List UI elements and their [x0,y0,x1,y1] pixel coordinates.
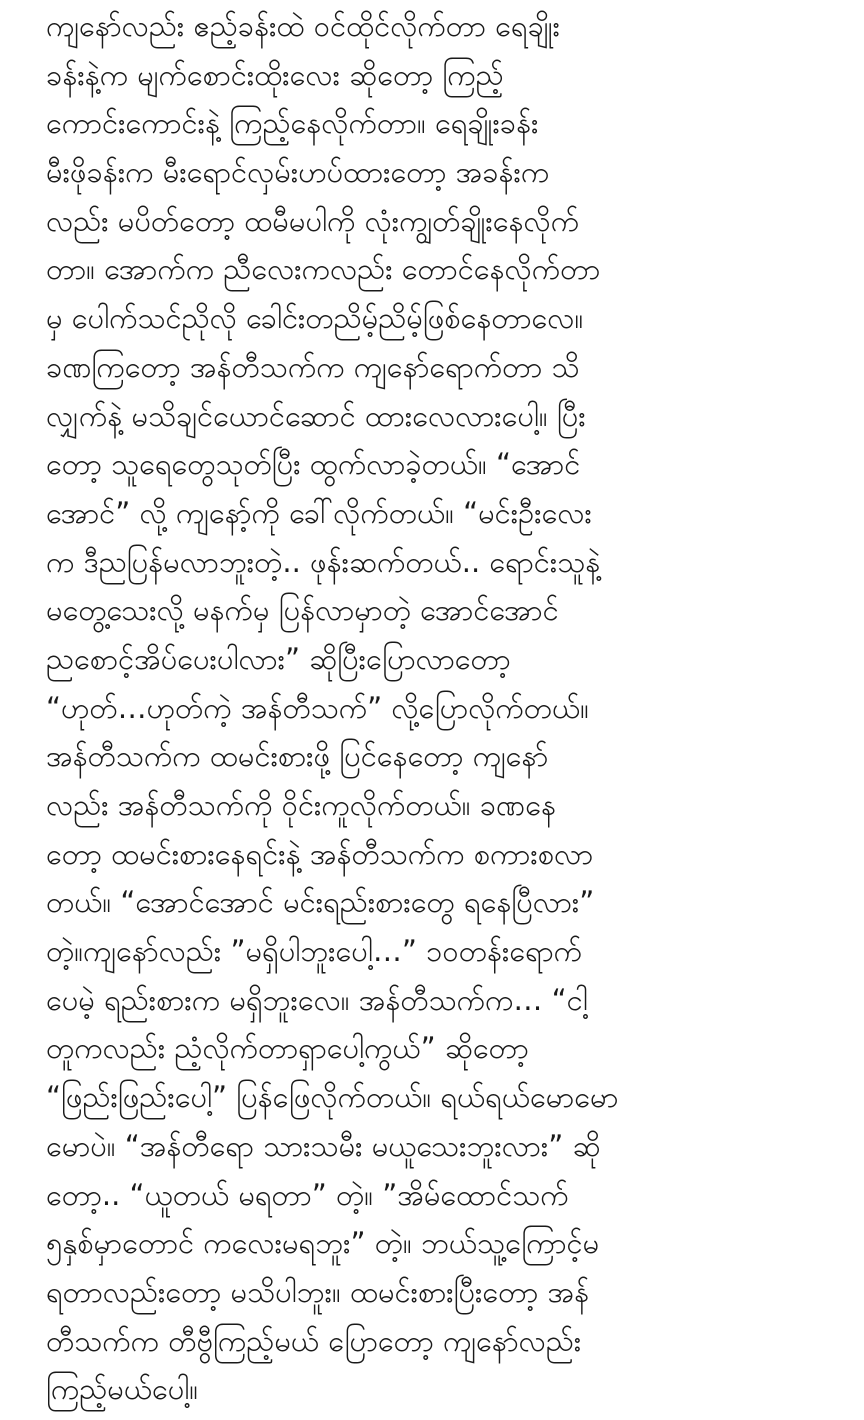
article-text [46,2,836,1414]
text-line: တာ။ အောက်က ညီလေးကလည်း တောင်နေလိုက်တာ [46,252,601,287]
text-line: ညစောင့်အိပ်ပေးပါလား” ဆိုပြီးပြောလာတော့ [46,641,511,676]
text-line: ရတာလည်းတော့ မသိပါဘူး။ ထမင်းစားပြီးတော့ အန် [46,1274,590,1309]
text-line: တူကလည်း ညံ့လိုက်တာရှာပေါ့ကွယ်” ဆိုတော့ [46,1031,529,1066]
text-line: လည်း အန်တီသက်ကို ဝိုင်းကူလိုက်တယ်။ ခဏနေ [46,788,557,822]
text-line: လျှက်နဲ့ မသိချင်ယောင်ဆောင် ထားလေလားပေါ့။ ပြီး [46,398,586,433]
text-line: တော့ ထမင်းစားနေရင်းနဲ့ အန်တီသက်က စကားစလာ [46,836,594,871]
text-line: မတွေ့သေးလို့ မနက်မှ ပြန်လာမှာတဲ့ အောင်အောင် [46,593,559,628]
text-line: အန်တီသက်က ထမင်းစားဖို့ ပြင်နေတော့ ကျနော် [46,739,549,774]
text-line: မောပဲ။ “အန်တီရော သားသမီး မယူသေးဘူးလား” ဆို [46,1128,601,1163]
text-line: ကြည့်မယ်ပေါ့။ [46,1372,199,1407]
text-line: ခန်းနဲ့က မျက်စောင်းထိုးလေး ဆိုတော့ ကြည့် [46,57,504,92]
text-line: က ဒီညပြန်မလာဘူးတဲ့.. ဖုန်းဆက်တယ်.. ရောင်းသူနဲ့ [46,544,601,579]
text-line: တော့ သူရေတွေသုတ်ပြီး ထွက်လာခဲ့တယ်။ “အောင် [46,447,581,482]
text-line: “ဟုတ်…ဟုတ်ကဲ့ အန်တီသက်” လို့ပြောလိုက်တယ်။ [46,690,589,725]
text-line: တော့.. “ယူတယ် မရတာ” တဲ့။ ”အိမ်ထောင်သက် [46,1177,569,1212]
text-line: မီးဖိုခန်းက မီးရောင်လှမ်းဟပ်ထားတော့ အခန်းက [46,155,550,190]
text-line: “ဖြည်းဖြည်းပေါ့” ပြန်ဖြေလိုက်တယ်။ ရယ်ရယ်မောမော [46,1080,619,1115]
text-line: တယ်။ “အောင်အောင် မင်းရည်းစားတွေ ရနေပြီလား” [46,885,595,920]
text-line: ၅နှစ်မှာတောင် ကလေးမရဘူး” တဲ့။ ဘယ်သူ့ကြောင့်မ [46,1226,600,1261]
text-line: ပေမဲ့ ရည်းစားက မရှိဘူးလေ။ အန်တီသက်က… “ငါ့ [46,982,588,1017]
text-line: ကျနော်လည်း ဧည့်ခန်းထဲ ဝင်ထိုင်လိုက်တာ ရေချိုး [46,9,560,43]
text-line: မှ ပေါက်သင်ညိုလို ခေါင်းတညိမ့်ညိမ့်ဖြစ်နေတာလေ။ [46,301,584,336]
text-line: လည်း မပိတ်တော့ ထမီမပါကို လုံးကျွတ်ချိုးနေလိုက် [46,203,580,238]
text-line: ကောင်းကောင်းနဲ့ ကြည့်နေလိုက်တာ။ ရေချိုးခန်း [46,106,539,141]
text-line: တဲ့။ကျနော်လည်း ”မရှိပါဘူးပေါ့…” ၁၀တန်းရောက် [46,934,583,969]
text-line: တီသက်က တီဗွီကြည့်မယ် ပြောတော့ ကျနော်လည်း [46,1323,582,1358]
text-line: အောင်” လို့ ကျနော့်ကို ခေါ်လိုက်တယ်။ “မင်းဦးလေး [46,495,592,530]
text-line: ခဏကြတော့ အန်တီသက်က ကျနော်ရောက်တာ သိ [46,349,580,384]
